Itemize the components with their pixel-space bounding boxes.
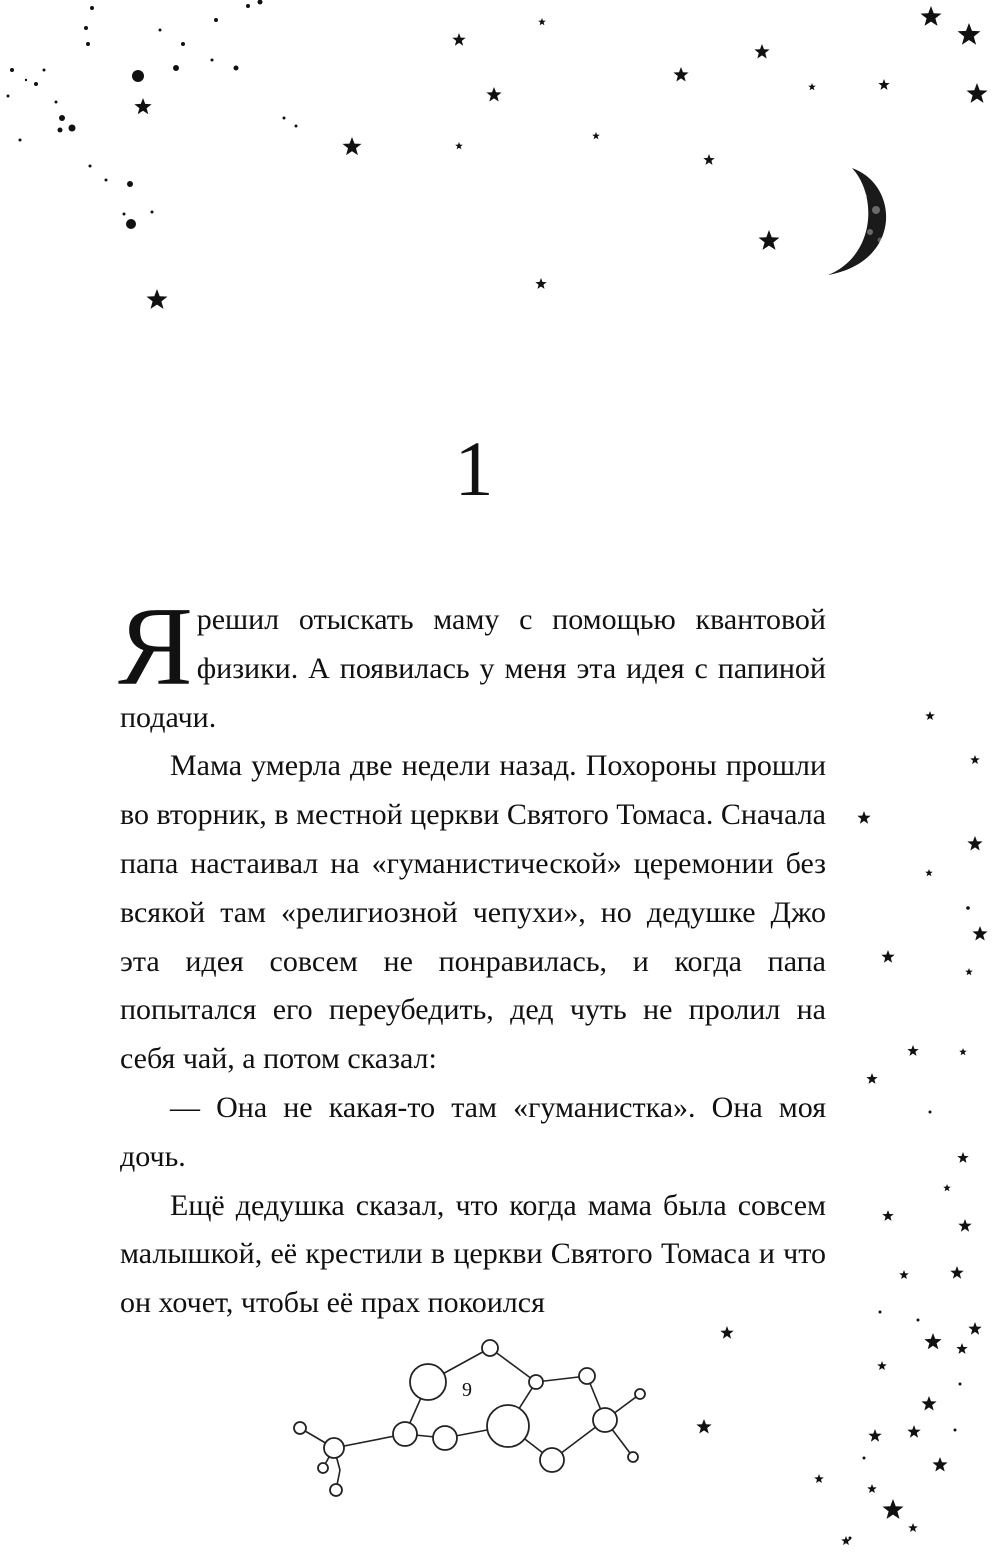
paragraph: — Она не какая-то там «гуманистка». Она моя дочь. bbox=[120, 1090, 826, 1173]
page-number: 9 bbox=[462, 1379, 472, 1401]
paragraph: Мама умерла две недели назад. Похороны прошли во вторник, в местной церкви Святого Томаса. Сначала папа настаивал на «гуманистической» церемонии без всякой там «религиозной чепухи», но дедушке Джо эта идея совсем не понравилась, и когда папа попытался его переубедить, дед чуть не пролил на себя чай, а потом сказал: bbox=[120, 749, 826, 1076]
chapter-number: 1 bbox=[454, 425, 494, 513]
paragraph: Ещё дедушка сказал, что когда мама была совсем малышкой, её крестили в церкви Святого Томаса и что он хочет, чтобы её прах покоился bbox=[120, 1188, 826, 1320]
drop-cap-letter: Я bbox=[118, 585, 191, 709]
paragraph-text: решил отыскать маму с помощью квантовой физики. А появилась у меня эта идея с папиной подачи. bbox=[120, 603, 826, 734]
molecule-atoms bbox=[294, 1340, 645, 1496]
